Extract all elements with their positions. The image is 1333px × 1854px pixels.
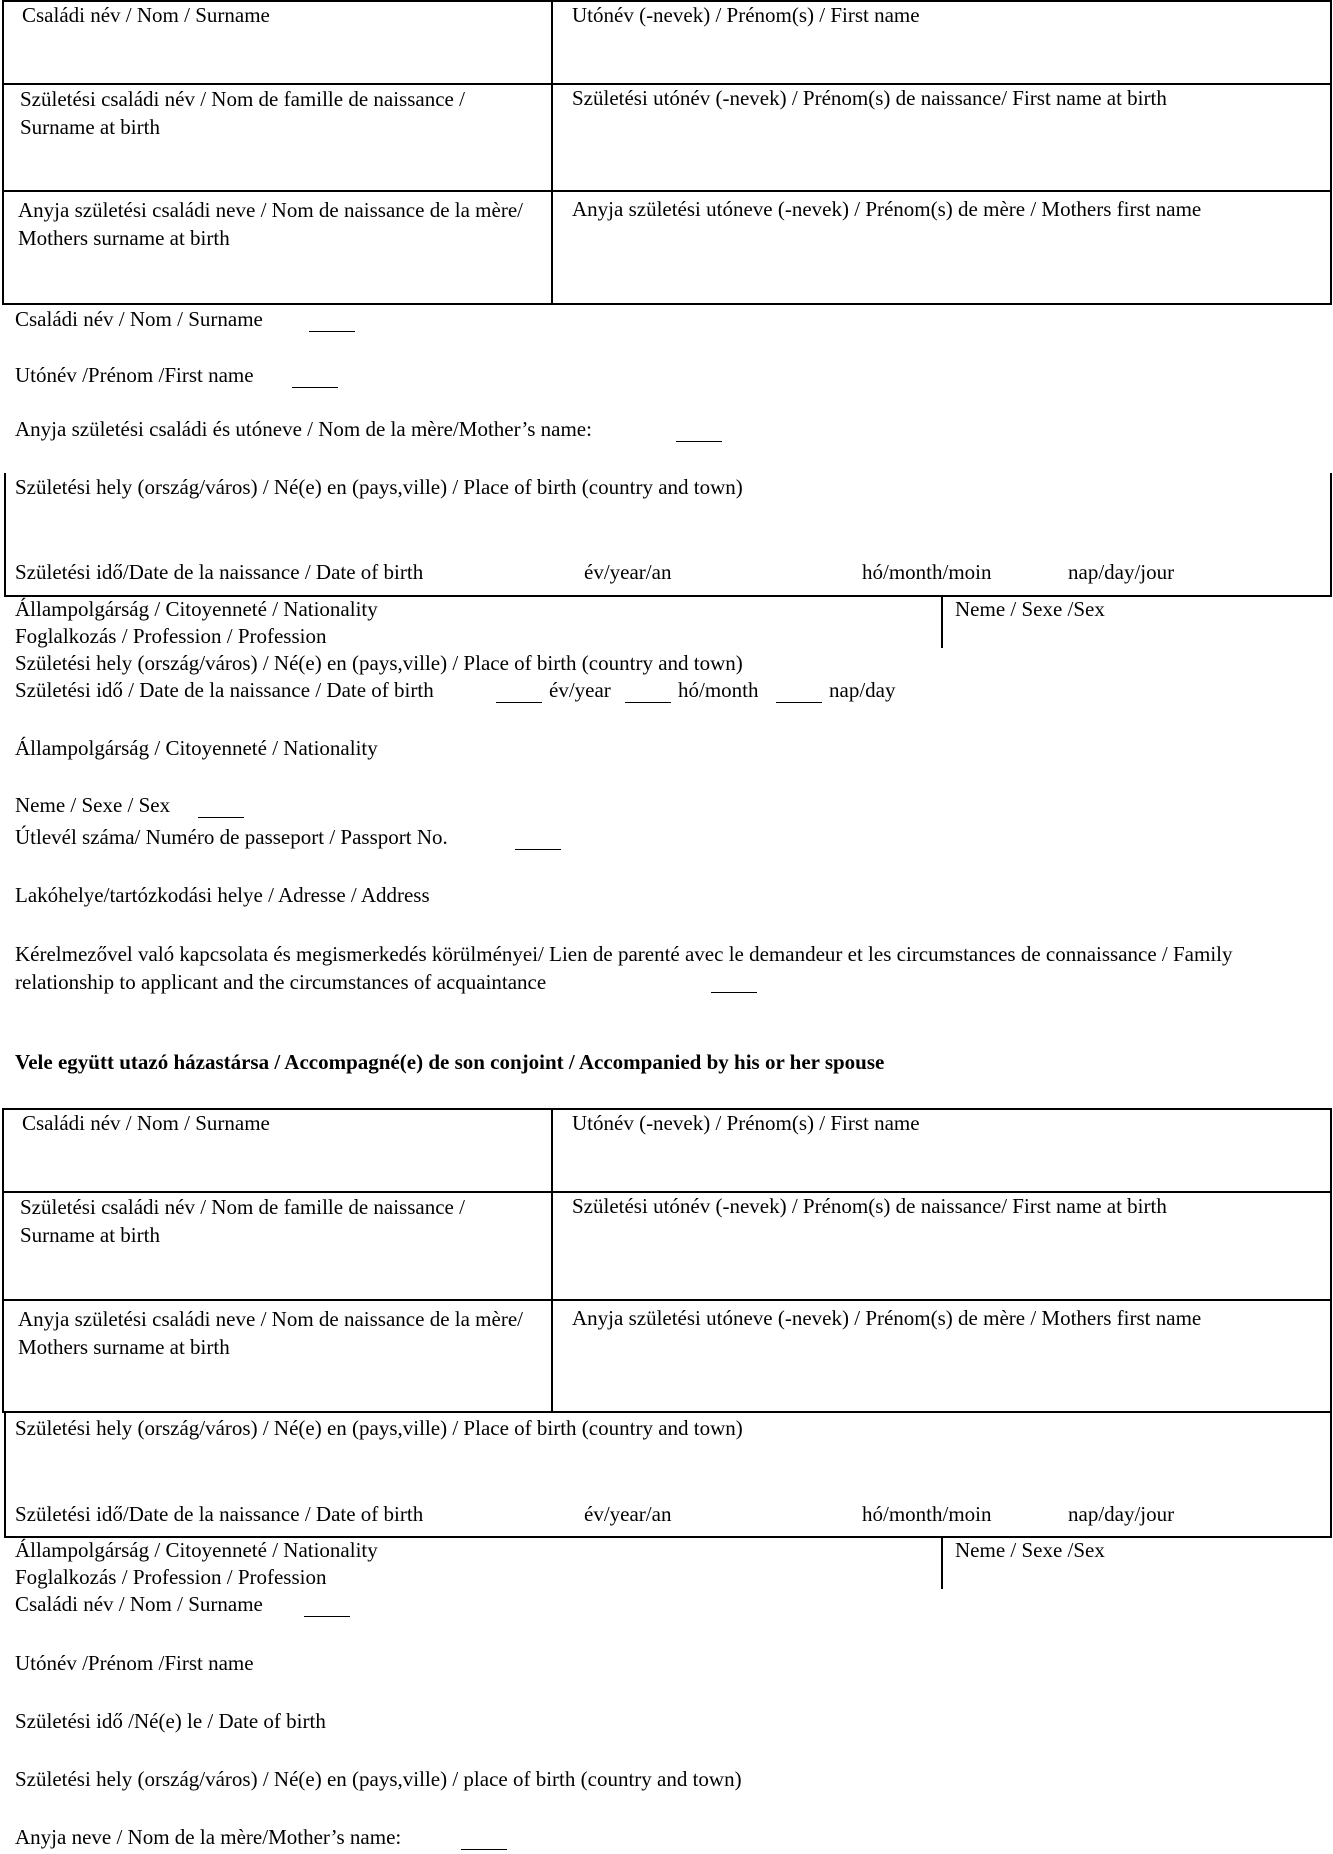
first-name-field-label[interactable]: Utónév (-nevek) / Prénom(s) / First name [572, 3, 920, 27]
birth-year-label: év/year/an [584, 560, 672, 584]
birth-block-right-border [1330, 473, 1332, 595]
birth-day-inline-label: nap/day [829, 678, 896, 702]
spouse-birth-surname-field-label[interactable]: Születési családi név / Nom de famille de naissance / Surname at birth [20, 1195, 465, 1247]
birth-month-blank[interactable] [625, 680, 671, 703]
nationality-label[interactable]: Állampolgárság / Citoyenneté / Nationality [15, 597, 378, 621]
sex-blank[interactable] [198, 795, 244, 818]
birth-year-blank[interactable] [496, 680, 542, 703]
spouse-mother-first-name-field-label[interactable]: Anyja születési utóneve (-nevek) / Prénom(s) de mère / Mothers first name [572, 1306, 1202, 1330]
place-of-birth-label[interactable]: Születési hely (ország/város) / Né(e) en (pays,ville) / Place of birth (country and town) [15, 475, 743, 499]
table-column-divider [551, 1108, 553, 1413]
sex-inline-label: Neme / Sexe / Sex [15, 793, 171, 817]
surname-blank[interactable] [309, 309, 355, 332]
first-name-blank[interactable] [292, 365, 338, 388]
spouse-section-heading: Vele együtt utazó házastársa / Accompagné(e) de son conjoint / Accompanied by his or her spouse [15, 1050, 885, 1074]
spouse-nationality-label[interactable]: Állampolgárság / Citoyenneté / Nationality [15, 1538, 378, 1562]
table-row-divider [2, 1191, 1332, 1193]
mother-first-name-field-label[interactable]: Anyja születési utóneve (-nevek) / Prénom(s) de mère / Mothers first name [572, 197, 1202, 221]
spouse-surname-blank[interactable] [304, 1594, 350, 1617]
spouse-birth-year-label: év/year/an [584, 1502, 672, 1526]
spouse-mother-name-blank[interactable] [461, 1827, 507, 1850]
spouse-place-of-birth-label[interactable]: Születési hely (ország/város) / Né(e) en (pays,ville) / Place of birth (country and town) [15, 1416, 743, 1440]
spouse-sex-cell-divider [941, 1536, 943, 1589]
spouse-birth-day-label: nap/day/jour [1068, 1502, 1175, 1526]
place-of-birth-inline-label: Születési hely (ország/város) / Né(e) en (pays,ville) / Place of birth (country and town) [15, 651, 743, 675]
applicant-name-table [2, 0, 1332, 305]
spouse-date-of-birth-inline-label: Születési idő /Né(e) le / Date of birth [15, 1709, 326, 1733]
birth-day-blank[interactable] [776, 680, 822, 703]
table-column-divider [551, 0, 553, 305]
birth-day-label: nap/day/jour [1068, 560, 1175, 584]
relationship-label: Kérelmezővel való kapcsolata és megismerkedés körülményei/ Lien de parenté avec le demandeur et les circumstances de connaissance / Family relationship to applicant and the circumstances of acquaintance [15, 942, 1233, 994]
mother-name-blank[interactable] [676, 419, 722, 442]
spouse-birth-block-left-border [4, 1413, 6, 1538]
mother-surname-field-label[interactable]: Anyja születési családi neve / Nom de naissance de la mère/ Mothers surname at birth [18, 198, 523, 250]
first-name-inline-label: Utónév /Prénom /First name [15, 363, 254, 387]
table-row-divider [2, 190, 1332, 192]
address-label: Lakóhelye/tartózkodási helye / Adresse / Address [15, 883, 430, 907]
spouse-birth-block-right-border [1330, 1413, 1332, 1538]
mother-name-inline-label: Anyja születési családi és utóneve / Nom de la mère/Mother’s name: [15, 417, 592, 441]
relationship-blank[interactable] [711, 970, 757, 993]
birth-block-left-border [4, 473, 6, 595]
spouse-mother-name-inline-label: Anyja neve / Nom de la mère/Mother’s name: [15, 1825, 402, 1849]
table-row-divider [2, 83, 1332, 85]
spouse-surname-field-label[interactable]: Családi név / Nom / Surname [22, 1111, 270, 1135]
table-row-divider [2, 1299, 1332, 1301]
surname-field-label[interactable]: Családi név / Nom / Surname [22, 3, 270, 27]
spouse-sex-label[interactable]: Neme / Sexe /Sex [955, 1538, 1105, 1562]
birth-month-label: hó/month/moin [862, 560, 992, 584]
spouse-mother-surname-field-label[interactable]: Anyja születési családi neve / Nom de naissance de la mère/ Mothers surname at birth [18, 1307, 523, 1359]
passport-number-blank[interactable] [515, 827, 561, 850]
birth-year-inline-label: év/year [549, 678, 611, 702]
sex-cell-divider [941, 595, 943, 648]
spouse-birth-month-label: hó/month/moin [862, 1502, 992, 1526]
date-of-birth-inline-label: Születési idő / Date de la naissance / Date of birth [15, 678, 434, 702]
birth-surname-field-label[interactable]: Születési családi név / Nom de famille de naissance / Surname at birth [20, 87, 465, 139]
profession-label[interactable]: Foglalkozás / Profession / Profession [15, 624, 327, 648]
spouse-profession-label[interactable]: Foglalkozás / Profession / Profession [15, 1565, 327, 1589]
spouse-place-of-birth-inline-label: Születési hely (ország/város) / Né(e) en (pays,ville) / place of birth (country and town) [15, 1767, 742, 1791]
birth-first-name-field-label[interactable]: Születési utónév (-nevek) / Prénom(s) de naissance/ First name at birth [572, 86, 1167, 110]
sex-label[interactable]: Neme / Sexe /Sex [955, 597, 1105, 621]
spouse-first-name-inline-label: Utónév /Prénom /First name [15, 1651, 254, 1675]
surname-inline-label: Családi név / Nom / Surname [15, 307, 263, 331]
date-of-birth-label[interactable]: Születési idő/Date de la naissance / Date of birth [15, 560, 424, 584]
passport-number-label: Útlevél száma/ Numéro de passeport / Passport No. [15, 825, 448, 849]
spouse-birth-first-name-field-label[interactable]: Születési utónév (-nevek) / Prénom(s) de naissance/ First name at birth [572, 1194, 1167, 1218]
birth-month-inline-label: hó/month [678, 678, 759, 702]
spouse-first-name-field-label[interactable]: Utónév (-nevek) / Prénom(s) / First name [572, 1111, 920, 1135]
spouse-date-of-birth-label[interactable]: Születési idő/Date de la naissance / Date of birth [15, 1502, 424, 1526]
spouse-surname-inline-label: Családi név / Nom / Surname [15, 1592, 263, 1616]
nationality-inline-label: Állampolgárság / Citoyenneté / Nationality [15, 736, 378, 760]
spouse-name-table [2, 1108, 1332, 1413]
